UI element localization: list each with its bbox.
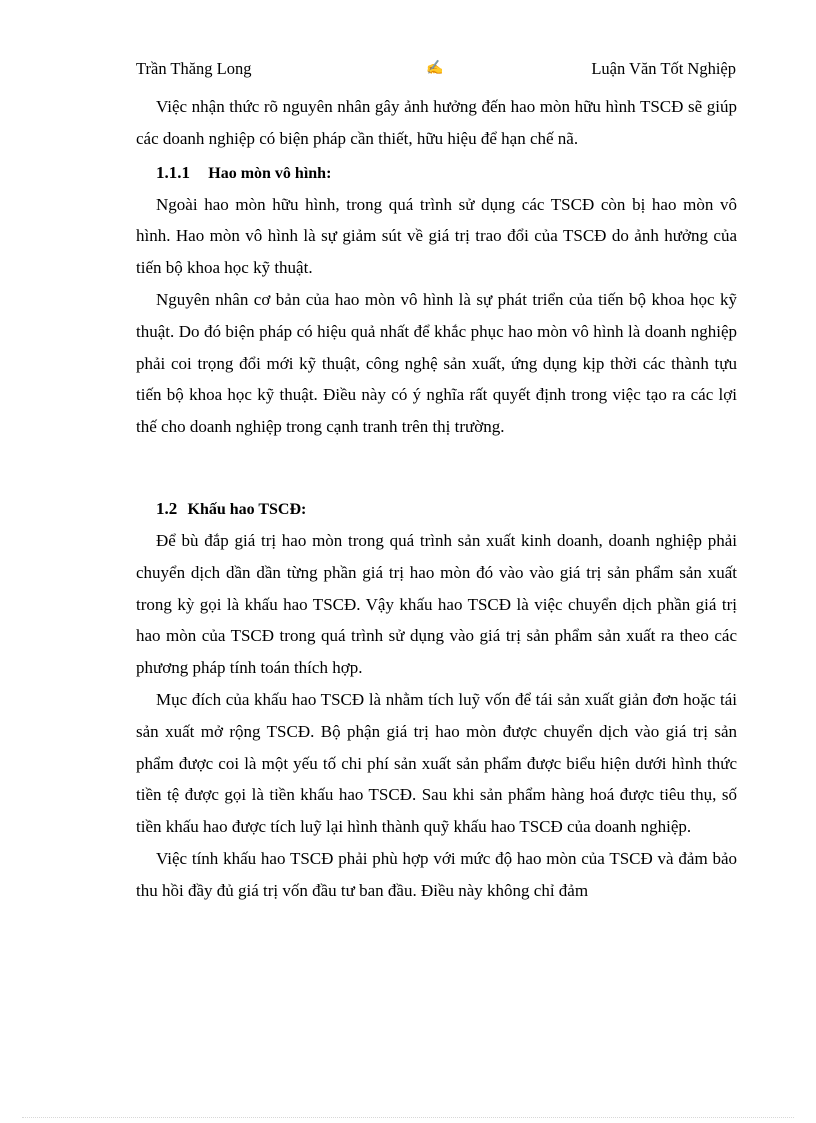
paragraph-2: Ngoài hao mòn hữu hình, trong quá trình sử dụng các TSCĐ còn bị hao mòn vô hình. Hao mòn vô hình là sự giảm sút về giá trị trao đổi của TSCĐ do ảnh hưởng của tiến bộ khoa học kỹ thuật. (136, 194, 737, 278)
heading-number: 1.1.1 (156, 162, 190, 182)
paragraph-5: Mục đích của khấu hao TSCĐ là nhằm tích luỹ vốn để tái sản xuất giản đơn hoặc tái sản xuất mở rộng TSCĐ. Bộ phận giá trị hao mòn được chuyển dịch vào giá trị sản phẩm được coi là một yếu tố chi phí sản xuất sản phẩm được biểu hiện dưới hình thức tiền tệ được gọi là tiền khấu hao TSCĐ. Sau khi sản phẩm hàng hoá được tiêu thụ, số tiền khấu hao được tích luỹ lại hình thành quỹ khấu hao TSCĐ của doanh nghiệp. (136, 689, 737, 837)
paragraph-4: Để bù đắp giá trị hao mòn trong quá trình sản xuất kinh doanh, doanh nghiệp phải chuyển dịch dần dần từng phần giá trị hao mòn đó vào vào giá trị sản phẩm sản xuất trong kỳ gọi là khấu hao TSCĐ. Vậy khấu hao TSCĐ là việc chuyển dịch phần giá trị hao mòn của TSCĐ trong quá trình sử dụng vào giá trị sản phẩm sản xuất ra theo các phương pháp tính toán thích hợp. (136, 530, 737, 678)
heading-number: 1.2 (156, 498, 178, 518)
heading-1-1-1 (136, 157, 737, 189)
page-header (136, 58, 736, 80)
heading-title: Khấu hao TSCĐ: (187, 500, 307, 518)
heading-1-2 (136, 493, 737, 525)
paragraph-1: Việc nhận thức rõ nguyên nhân gây ảnh hưởng đến hao mòn hữu hình TSCĐ sẽ giúp các doanh nghiệp có biện pháp cần thiết, hữu hiệu để hạn chế nã. (136, 97, 737, 148)
paragraph-6: Việc tính khấu hao TSCĐ phải phù hợp với mức độ hao mòn của TSCĐ và đảm bảo thu hồi đầy đủ giá trị vốn đầu tư ban đầu. Điều này không chỉ đảm (136, 848, 737, 900)
document-body (136, 91, 737, 907)
spacer (136, 443, 737, 491)
heading-title: Hao mòn vô hình: (208, 164, 332, 182)
page-bottom-divider (22, 1117, 794, 1118)
pen-icon: ✍ (426, 61, 444, 76)
paragraph-3: Nguyên nhân cơ bản của hao mòn vô hình là sự phát triển của tiến bộ khoa học kỹ thuật. Do đó biện pháp có hiệu quả nhất để khắc phục hao mòn vô hình là doanh nghiệp phải coi trọng đổi mới kỹ thuật, công nghệ sản xuất, ứng dụng kịp thời các thành tựu tiến bộ khoa học kỹ thuật. Điều này có ý nghĩa rất quyết định trong việc tạo ra các lợi thế cho doanh nghiệp trong cạnh tranh trên thị trường. (136, 289, 737, 437)
header-title: Luận Văn Tốt Nghiệp (591, 59, 736, 78)
header-author: Trần Thăng Long (136, 59, 252, 78)
